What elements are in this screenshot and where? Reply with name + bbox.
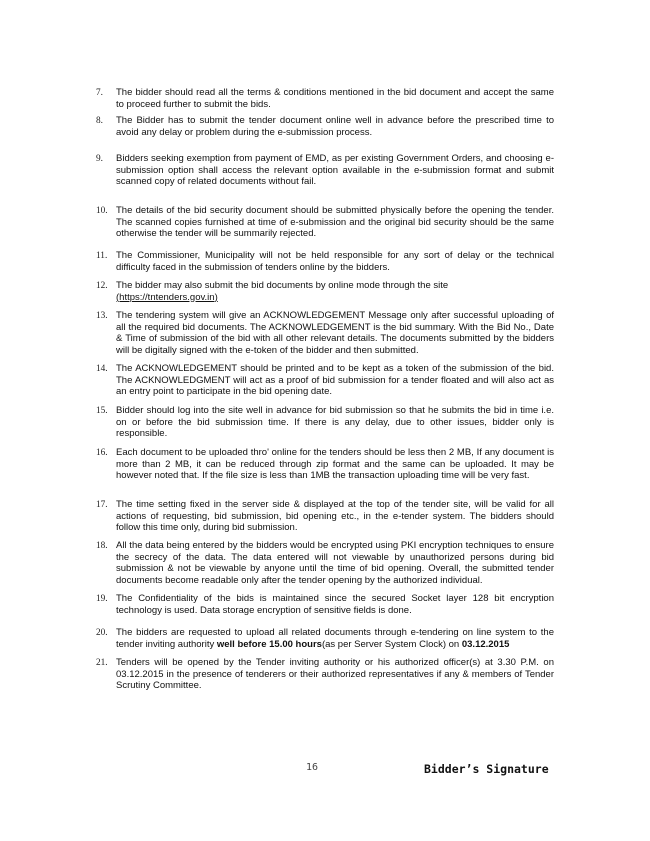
item-number: 11. [96,251,108,261]
item-number: 18. [96,541,108,551]
item-text: The Confidentiality of the bids is maintained since the secured Socket layer 128 bit encryption technology is used. Data storage encryption of sensitive fields is done. [116,593,554,616]
site-link[interactable]: (https://tntenders.gov.in) [116,291,218,303]
item-text: The tendering system will give an ACKNOWLEDGEMENT Message only after successful uploading of all the required bid documents. The ACKNOWLEDGEMENT is the bid summary. With the Bid No., Date & Time of submission of the bid with all other relevant details. The documents submitted by the bidders will be digitally signed with the e-token of the bidder and then submitted. [116,310,554,356]
item-text: The Commissioner, Municipality will not be held responsible for any sort of delay or the technical difficulty faced in the submission of tenders online by the bidders. [116,250,554,273]
list-item [96,310,554,356]
list-item [96,363,554,398]
list-item [96,593,554,616]
item-text: All the data being entered by the bidders would be encrypted using PKI encryption techniques to ensure the secrecy of the data. The data entered will not viewable by unauthorized persons during bid submission & not be viewable by anyone until the time of bid opening. Overall, the submitted tender documents become readable only after the tender opening by the authorized individual. [116,540,554,586]
item-number: 15. [96,406,108,416]
item-number: 14. [96,364,108,374]
item-number: 19. [96,594,108,604]
item-number: 7. [96,88,103,98]
deadline-date: 03.12.2015 [461,638,510,650]
item-text: The Bidder has to submit the tender document online well in advance before the prescribed time to avoid any delay or problem during the e-submission process. [116,115,554,138]
item-text: The bidder should read all the terms & conditions mentioned in the bid document and accept the same to proceed further to submit the bids. [116,87,554,110]
item-text: The details of the bid security document should be submitted physically before the opening the tender. The scanned copies furnished at time of e-submission and the original bid security should be the same otherwise the tender will be summarily rejected. [116,205,554,240]
item-number: 21. [96,658,108,668]
item-text-main: The bidder may also submit the bid documents by online mode through the site [116,280,449,291]
list-item [96,540,554,586]
item-text: Bidders seeking exemption from payment of EMD, as per existing Government Orders, and choosing e-submission option shall access the relevant option available in the e-submission format and submit scanned copy of related documents without fail. [116,153,554,188]
list-item [96,87,554,110]
item-text [116,280,554,303]
item-number: 17. [96,500,108,510]
list-item [96,447,554,482]
item-text-part: (as per Server System Clock) on [321,638,462,650]
item-text: The ACKNOWLEDGEMENT should be printed and to be kept as a token of the submission of the bid. The ACKNOWLEDGMENT will act as a proof of bid submission for a tender floated and will also act as an entry point to participate in the bid opening date. [116,363,554,398]
item-number: 20. [96,628,108,638]
list-item [96,627,554,650]
item-text [116,627,554,650]
list-item [96,153,554,188]
list-item [96,405,554,440]
item-number: 9. [96,154,103,164]
item-text-part: The bidders are requested to upload all related documents through e-tendering on line system to the tender inviting authority [116,627,554,650]
item-number: 10. [96,206,108,216]
item-number: 13. [96,311,108,321]
item-text: The time setting fixed in the server side & displayed at the top of the tender site, will be valid for all actions of requesting, bid submission, bid opening etc., in the e-tender system. The bidders should follow this time only, during bid submission. [116,499,554,534]
list-item [96,657,554,692]
bidder-signature-label: Bidder’s Signature [424,762,549,776]
list-item [96,499,554,534]
page-number: 16 [306,762,319,773]
item-number: 8. [96,116,103,126]
item-text: Tenders will be opened by the Tender inviting authority or his authorized officer(s) at 3.30 P.M. on 03.12.2015 in the presence of tenderers or their authorized representatives if any & members of Tender Scrutiny Committee. [116,657,554,692]
list-item [96,250,554,273]
item-number: 16. [96,448,108,458]
list-item [96,115,554,138]
list-item [96,280,554,303]
item-number: 12. [96,281,108,291]
item-text: Each document to be uploaded thro' online for the tenders should be less then 2 MB, If any document is more than 2 MB, it can be reduced through zip format and the same can be uploaded. It may be however noted that. If the file size is less than 1MB the transaction uploading time will be very fast. [116,447,554,482]
list-item [96,205,554,240]
item-text: Bidder should log into the site well in advance for bid submission so that he submits the bid in time i.e. on or before the bid submission time. If there is any delay, due to other issues, bidder only is responsible. [116,405,554,440]
deadline-time: well before 15.00 hours [216,638,322,650]
